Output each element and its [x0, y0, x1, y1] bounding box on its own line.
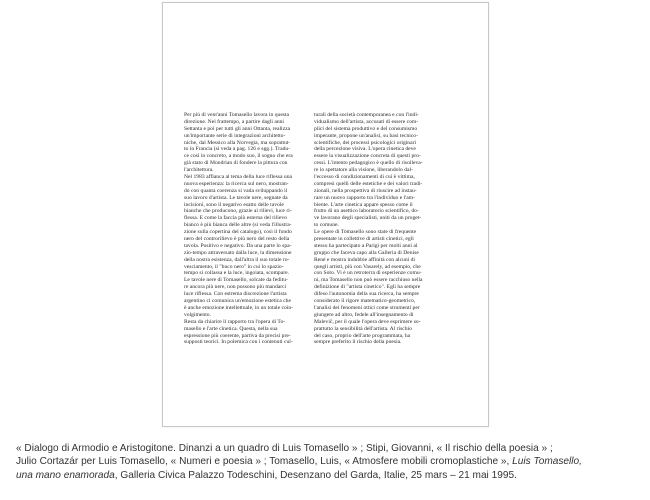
text-line: stesso ha partecipato a Parigi per molti anni al: [314, 242, 418, 249]
text-line: tavola. Positivo e negativo. Da una parte lo spa-: [184, 242, 292, 249]
text-line: suo lavoro d'artista. Le tavole nere, segnate da: [184, 194, 288, 201]
text-line: espressione più coerente, partiva da precisi pre-: [184, 332, 291, 339]
text-line: imperante, propone un'analisi, su basi tecnico-: [314, 132, 418, 139]
text-line: bianche che producono, grazie ai rilievi, luce ri-: [184, 208, 292, 215]
text-line: l'analisi dei fenomeni ottici come strumenti per: [314, 304, 420, 311]
text-line: biente. L'arte cinetica appare spesso come il: [314, 201, 413, 208]
text-line: sempre preferito il rischio della poesia.: [314, 339, 402, 346]
text-line: giungere ad altro, fedele all'insegnamento di: [314, 311, 414, 318]
text-column-left: [184, 112, 324, 346]
caption-italic-subtitle: una mano enamorada: [16, 469, 115, 481]
text-line: scientifiche, dei processi psicologici originari: [314, 139, 417, 146]
text-line: nero del controrilievo è più nero del resto della: [184, 236, 290, 243]
text-line: rare un nuovo rapporto tra l'individuo e l'am-: [314, 194, 415, 201]
text-line: con Soto. Vi è un retroterra di esperienze comu-: [314, 270, 422, 277]
text-line: l'eccesso di condizionamenti di cui è vittima,: [314, 174, 415, 181]
text-line: gruppo che faceva capo alla Galleria di Denise: [314, 249, 419, 256]
text-line: zione sulla copertina del catalogo), così il fondo: [184, 229, 292, 236]
text-line: compresi quelli delle estetiche e dei valori tradi-: [314, 180, 423, 187]
caption: [16, 442, 641, 482]
text-line: presentate in collettive di artisti cinetici, egli: [314, 236, 414, 243]
text-line: vidualismo dell'artista, accusati di essere com-: [314, 118, 419, 125]
text-line: volgimento.: [184, 311, 211, 318]
text-line: Le tavole nere di Tomasello, solcate da feditu-: [184, 277, 288, 284]
text-line: Settanta e poi per tutti gli anni Ottanta, realizza: [184, 125, 291, 132]
caption-line-1: « Dialogo di Armodio e Aristogitone. Dinanzi a un quadro di Luis Tomasello » ; Stipi, Giovanni, « Il rischio della poesia » ;: [16, 443, 553, 454]
text-line: turali della società contemporanea e con l'indi-: [314, 112, 419, 118]
text-line: tempo si collassa e la luce, ingoiata, scompare.: [184, 270, 289, 277]
text-line: della percezione visiva. L'opera cinetica deve: [314, 146, 416, 153]
text-line: Malevič, per il quale l'opera deve esprimere so-: [314, 318, 421, 325]
text-line: argentino ci comunica un'emozione estetica che: [184, 298, 291, 305]
text-line: Le opere di Tomasello sono state di frequente: [314, 229, 417, 236]
document-page: [162, 2, 489, 427]
text-line: vesciamento, il "buco nero" in cui lo spazio-: [184, 263, 284, 270]
text-line: Nel 1983 affianca al tema della luce riflessa una: [184, 174, 292, 181]
text-line: prattutto la sensibilità dell'artista. Al rischio: [314, 325, 412, 332]
text-column-right: [314, 112, 464, 346]
text-line: supposti teorici. In polemica con i contenuti cul-: [184, 339, 293, 346]
text-line: quegli artisti, più con Vasarely, ad esempio, che: [314, 263, 421, 270]
text-line: Resta da chiarire il rapporto tra l'opera di To-: [184, 318, 286, 325]
text-line: do con quanta coerenza si vada sviluppando il: [184, 187, 288, 194]
text-line: cessi. L'intento pedagogico è quello di risolleva-: [314, 160, 423, 167]
text-line: frutto di un asettico laboratorio scientifico, do-: [314, 208, 419, 215]
text-line: plici del sistema produttivo e del consumismo: [314, 125, 418, 132]
caption-line-2: Julio Cortazár per Luis Tomasello, « Numeri e poesia » ; Tomasello, Luis, « Atmosfere mobili cromoplastiche », Luis Tomasello,: [16, 456, 582, 468]
text-line: essere la visualizzazione concreta di questi pro-: [314, 153, 421, 160]
text-line: del caso, proprio dell'arte programmata, ha: [314, 332, 411, 339]
caption-italic-title: Luis Tomasello,: [512, 456, 582, 468]
text-line: ce così in concreto, a modo suo, il sogno che era: [184, 153, 293, 160]
text-line: un'importante serie di integrazioni architetto-: [184, 132, 286, 139]
text-line: niche, dal Messico alla Norvegia, ma soprattut-: [184, 139, 291, 146]
text-line: zio-tempo attraversato dalla luce, la dimensione: [184, 249, 292, 256]
text-line: luce riflessa. Con estrema discrezione l'artista: [184, 291, 287, 298]
text-line: re lo spettatore alla visione, liberandolo dal-: [314, 167, 413, 174]
caption-line-3: una mano enamorada, Galleria Civica Palazzo Todeschini, Desenzano del Garda, Italie, 25 mars – 21 mai 1995.: [16, 469, 517, 481]
text-line: bianco è più bianca delle altre (si veda l'illustra-: [184, 222, 292, 229]
text-line: incisioni, sono il negativo esatto delle tavole: [184, 201, 284, 208]
text-line: ve lavorano degli specialisti, uniti da un proget-: [314, 215, 422, 222]
text-line: definizione di "artista cinetico". Egli ha sempre: [314, 284, 421, 291]
text-line: nuova esperienza: la ricerca sul nero, mostran-: [184, 180, 289, 187]
text-line: to in Francia (si veda a pag. 126 e sgg.). Tradu-: [184, 146, 291, 153]
text-line: René e mostra indubbie affinità con alcuni di: [314, 256, 415, 263]
text-line: flessa. E come la faccia più esterna del rilievo: [184, 215, 287, 222]
text-line: Per più di vent'anni Tomasello lavora in questa: [184, 112, 290, 118]
text-line: della nostra esistenza, dall'altra il suo totale ro-: [184, 256, 290, 263]
text-line: ni, ma Tomasello non può essere racchiuso nella: [314, 277, 423, 284]
text-line: to comune.: [314, 222, 339, 229]
text-line: l'architettura.: [184, 167, 214, 174]
text-line: re ancora più nere, non possono più mandarci: [184, 284, 287, 291]
text-line: difeso l'autonomia della sua ricerca, ha sempre: [314, 291, 419, 298]
text-line: considerato il rigore matematico-geometrico,: [314, 298, 416, 305]
text-line: è anche emozione intellettuale, in un totale coin-: [184, 304, 294, 311]
text-line: zionali, nella prospettiva di riuscire ad instau-: [314, 187, 417, 194]
text-line: masello e l'arte cinetica. Questa, nella sua: [184, 325, 278, 332]
text-line: direzione. Nel frattempo, a partire dagli anni: [184, 118, 284, 125]
text-line: già stato di Mondrian di fondere la pittura con: [184, 160, 288, 167]
